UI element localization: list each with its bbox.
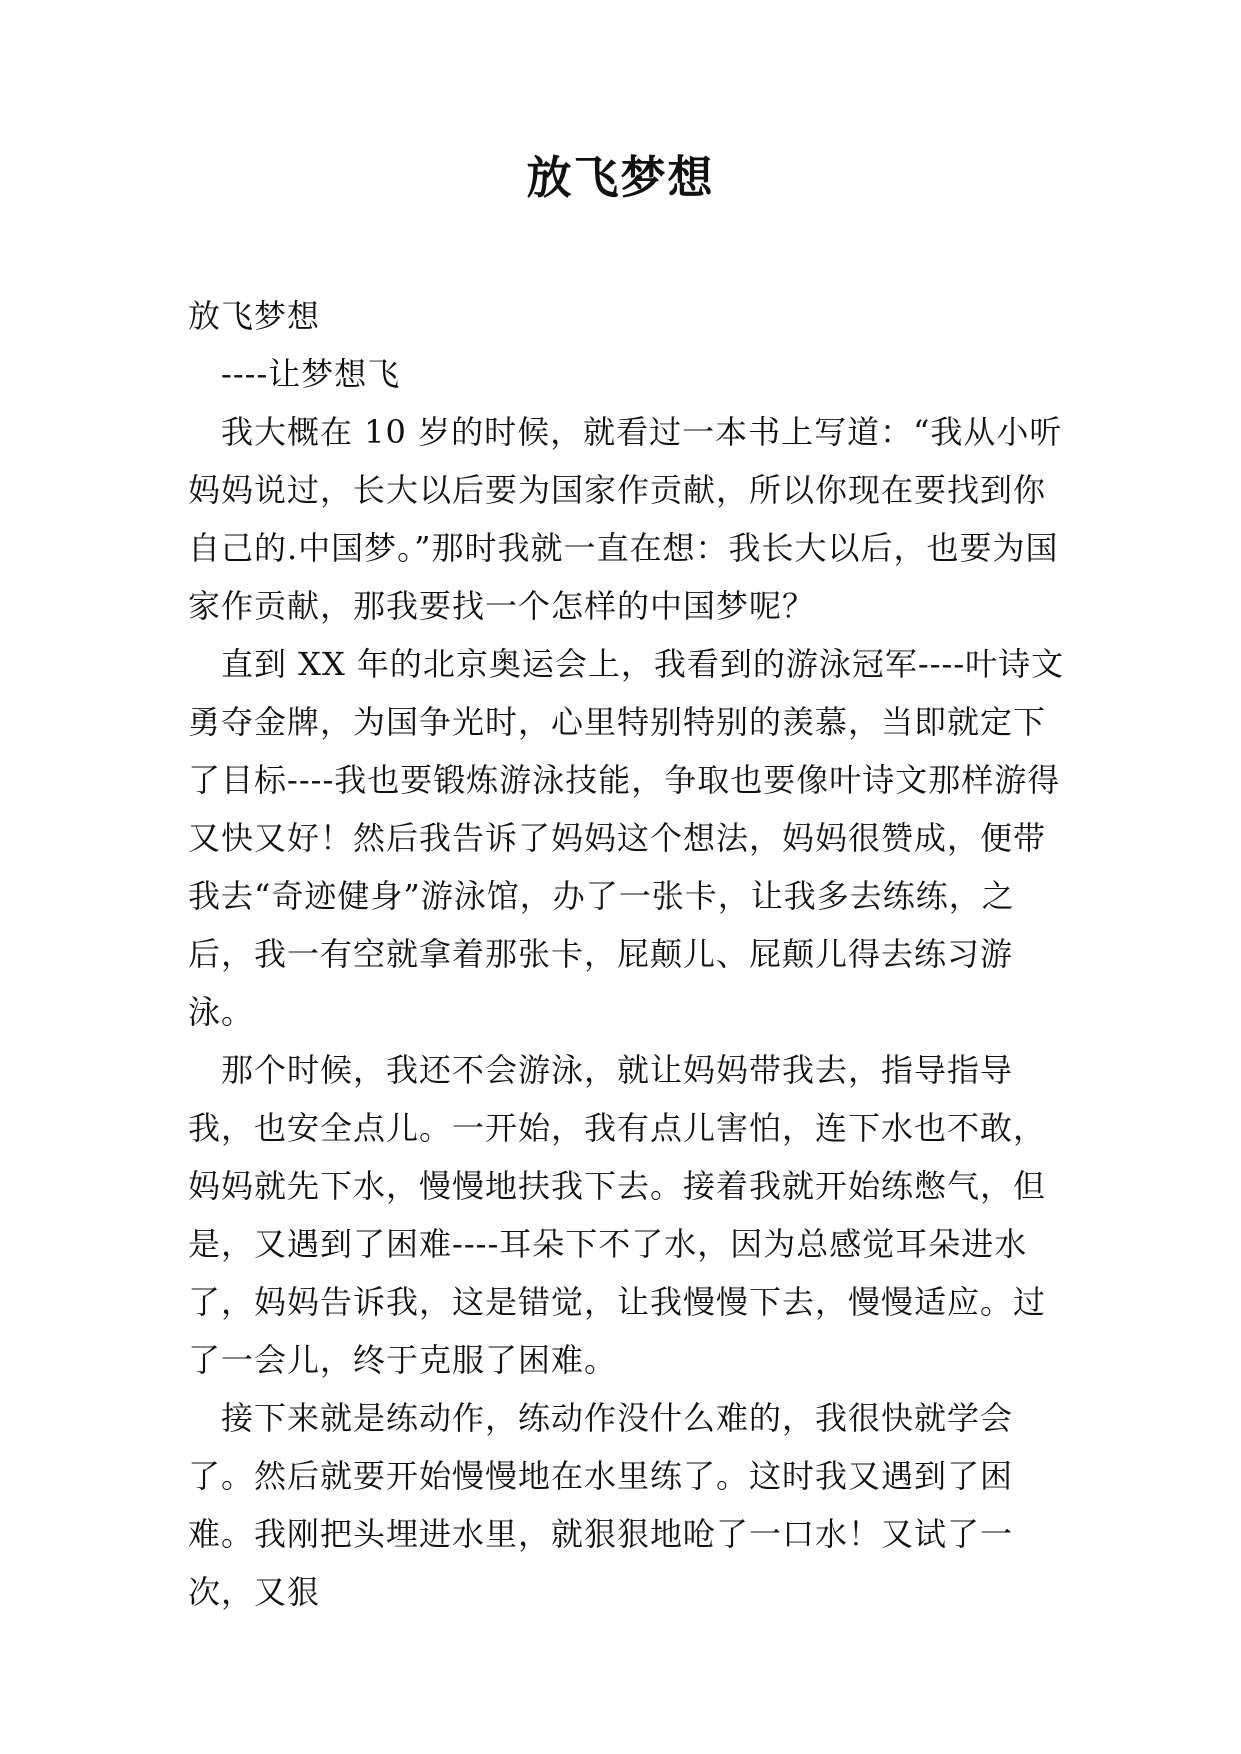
paragraph: 接下来就是练动作，练动作没什么难的，我很快就学会了。然后就要开始慢慢地在水里练了。这时我又遇到了困难。我刚把头埋进水里，就狠狠地呛了一口水！又试了一次，又狠	[188, 1399, 1014, 1611]
body-heading: 放飞梦想	[188, 297, 321, 335]
paragraph: 我大概在 10 岁的时候，就看过一本书上写道：“我从小听妈妈说过，长大以后要为国家作贡献，所以你现在要找到你自己的.中国梦。”那时我就一直在想：我长大以后，也要为国家作贡献，那我要找一个怎样的中国梦呢？	[188, 413, 1063, 625]
paragraph: 那个时候，我还不会游泳，就让妈妈带我去，指导指导我，也安全点儿。一开始，我有点儿害怕，连下水也不敢，妈妈就先下水，慢慢地扶我下去。接着我就开始练憋气，但是，又遇到了困难----耳朵下不了水，因为总感觉耳朵进水了，妈妈告诉我，这是错觉，让我慢慢下去，慢慢适应。过了一会儿，终于克服了困难。	[188, 1051, 1047, 1379]
paragraph: 直到 XX 年的北京奥运会上，我看到的游泳冠军----叶诗文勇夺金牌，为国争光时，心里特别特别的羡慕，当即就定下了目标----我也要锻炼游泳技能，争取也要像叶诗文那样游得又快又好！然后我告诉了妈妈这个想法，妈妈很赞成，便带我去“奇迹健身”游泳馆，办了一张卡，让我多去练练，之后，我一有空就拿着那张卡，屁颠儿、屁颠儿得去练习游泳。	[188, 645, 1065, 1031]
document-title: 放飞梦想	[526, 151, 715, 204]
document-body	[188, 287, 1068, 1621]
body-subtitle: ----让梦想飞	[221, 355, 401, 393]
